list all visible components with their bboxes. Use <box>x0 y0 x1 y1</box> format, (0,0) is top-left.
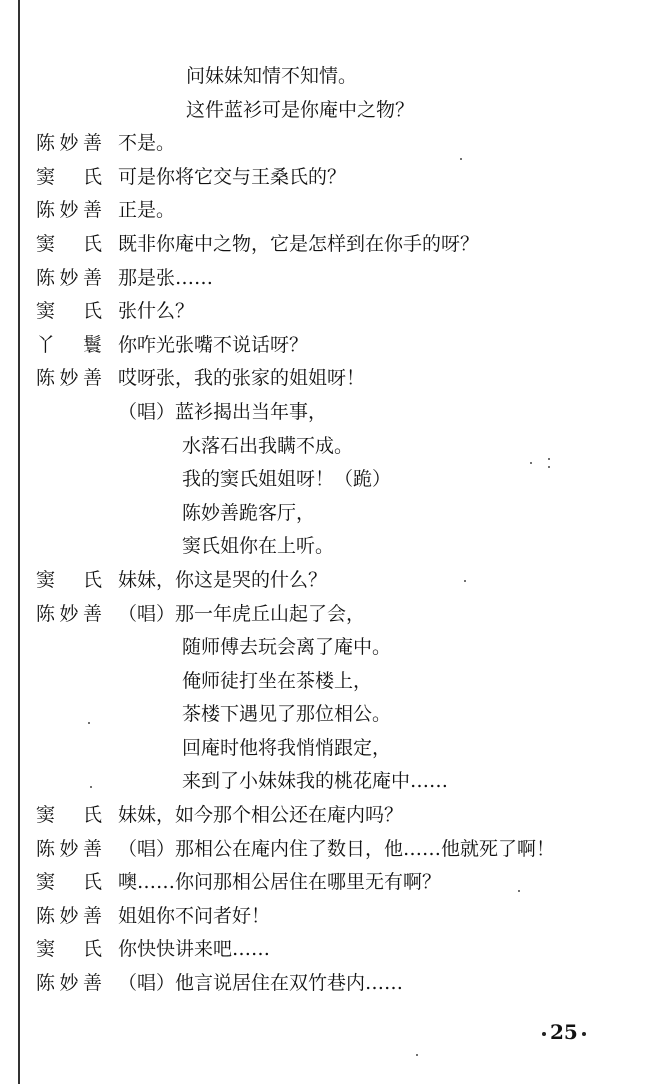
line-text: 妹妹，如今那个相公还在庵内吗？ <box>118 804 404 827</box>
script-line <box>0 430 672 464</box>
script-line <box>0 497 672 531</box>
speaker-name: 陈妙善 <box>36 199 102 222</box>
speaker-name: 窦 氏 <box>36 871 102 894</box>
script-line <box>0 530 672 564</box>
scan-speck <box>518 890 520 892</box>
line-text: 可是你将它交与王桑氏的？ <box>118 165 347 188</box>
speaker-name: 陈妙善 <box>36 367 102 390</box>
script-line <box>0 900 672 934</box>
scan-speck <box>90 786 92 788</box>
script-line <box>0 732 672 766</box>
line-text: 你快快讲来吧…… <box>118 938 271 961</box>
line-text: （唱）那相公在庵内住了数日，他……他就死了啊！ <box>118 837 556 860</box>
script-line <box>0 463 672 497</box>
script-line <box>0 765 672 799</box>
speaker-name: 丫 鬟 <box>36 333 102 356</box>
script-line <box>0 94 672 128</box>
line-text: 噢……你问那相公居住在哪里无有啊？ <box>118 871 442 894</box>
script-line <box>0 362 672 396</box>
speaker-name: 窦 氏 <box>36 804 102 827</box>
page-number-dot-left <box>542 1032 546 1036</box>
line-text: 随师傅去玩会离了庵中。 <box>182 636 392 659</box>
speaker-name: 窦 氏 <box>36 938 102 961</box>
script-line <box>0 161 672 195</box>
line-text: 这件蓝衫可是你庵中之物？ <box>186 98 415 121</box>
scan-speck <box>464 580 466 582</box>
page-number-value: 25 <box>550 1020 578 1044</box>
scan-speck <box>88 722 90 724</box>
script-line <box>0 799 672 833</box>
speaker-name: 陈妙善 <box>36 132 102 155</box>
line-text: 来到了小妹妹我的桃花庵中…… <box>182 770 449 793</box>
script-page <box>0 60 672 1001</box>
line-text: 既非你庵中之物，它是怎样到在你手的呀？ <box>118 232 480 255</box>
script-line <box>0 933 672 967</box>
line-text: 窦氏姐你在上听。 <box>182 535 335 558</box>
script-line <box>0 194 672 228</box>
script-line <box>0 295 672 329</box>
script-line <box>0 833 672 867</box>
script-line <box>0 967 672 1001</box>
line-text: 陈妙善跪客厅， <box>182 501 316 524</box>
scan-speck <box>460 158 462 160</box>
line-text: 我的窦氏姐姐呀！（跪） <box>182 468 392 491</box>
speaker-name: 陈妙善 <box>36 904 102 927</box>
line-text: 妹妹，你这是哭的什么？ <box>118 568 328 591</box>
scan-speck <box>416 1054 418 1056</box>
script-line <box>0 564 672 598</box>
speaker-name: 陈妙善 <box>36 266 102 289</box>
page-number <box>538 1020 590 1044</box>
speaker-name: 窦 氏 <box>36 568 102 591</box>
line-text: 姐姐你不问者好！ <box>118 904 271 927</box>
line-text: 水落石出我瞒不成。 <box>182 434 354 457</box>
line-text: 不是。 <box>118 132 176 155</box>
script-line <box>0 665 672 699</box>
line-text: （唱）他言说居住在双竹巷内…… <box>118 972 404 995</box>
line-text: （唱）那一年虎丘山起了会， <box>118 602 366 625</box>
line-text: 问妹妹知情不知情。 <box>186 65 358 87</box>
script-line <box>0 698 672 732</box>
line-text: 你咋光张嘴不说话呀？ <box>118 333 309 356</box>
line-text: 俺师徒打坐在茶楼上， <box>182 669 373 692</box>
line-text: 哎呀张，我的张家的姐姐呀！ <box>118 367 366 390</box>
line-text: 回庵时他将我悄悄跟定， <box>182 736 392 759</box>
script-line <box>0 329 672 363</box>
speaker-name: 窦 氏 <box>36 165 102 188</box>
page-number-dot-right <box>582 1032 586 1036</box>
speaker-name: 窦 氏 <box>36 232 102 255</box>
script-line <box>0 262 672 296</box>
script-line <box>0 396 672 430</box>
speaker-name: 陈妙善 <box>36 837 102 860</box>
script-line <box>0 631 672 665</box>
script-line <box>0 127 672 161</box>
scan-speck <box>530 462 532 464</box>
line-text: （唱）蓝衫揭出当年事， <box>118 400 328 423</box>
speaker-name: 窦 氏 <box>36 300 102 323</box>
line-text: 茶楼下遇见了那位相公。 <box>182 703 392 726</box>
scan-speck <box>548 466 550 468</box>
line-text: 正是。 <box>118 199 176 222</box>
scan-speck <box>548 458 550 460</box>
script-line <box>0 866 672 900</box>
script-line <box>0 228 672 262</box>
speaker-name: 陈妙善 <box>36 602 102 625</box>
speaker-name: 陈妙善 <box>36 972 102 995</box>
script-line <box>0 598 672 632</box>
script-line <box>0 60 672 94</box>
line-text: 张什么？ <box>118 300 195 323</box>
line-text: 那是张…… <box>118 266 214 289</box>
